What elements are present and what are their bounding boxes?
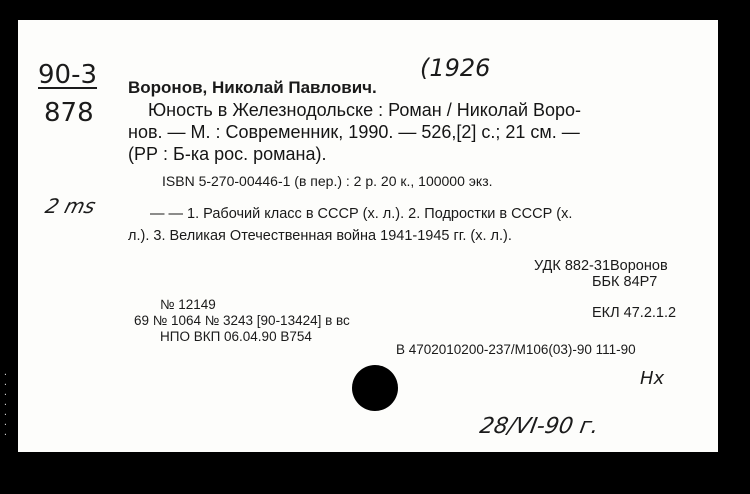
- title-line-3: (РР : Б-ка рос. романа).: [128, 144, 327, 164]
- handwritten-initials: Нх: [640, 368, 665, 389]
- handwritten-birth-year: (1926: [420, 54, 491, 82]
- ekl-code: ЕКЛ 47.2.1.2: [592, 305, 677, 321]
- title-line-1: Юность в Железнодольске : Роман / Николай Воро-: [148, 100, 582, 120]
- handwritten-left-note: 2 ms: [42, 194, 99, 218]
- handwritten-date: 28/VI-90 г.: [477, 414, 601, 439]
- isbn-line: ISBN 5-270-00446-1 (в пер.) : 2 р. 20 к., 100000 экз.: [162, 173, 493, 189]
- npo-line: НПО ВКП 06.04.90 В754: [160, 329, 312, 344]
- subjects-line-2: л.). 3. Великая Отечественная война 1941-1945 гг. (х. л.).: [128, 228, 512, 244]
- punch-hole: [352, 365, 398, 411]
- bbk-code: ББК 84Р7: [592, 274, 658, 290]
- author-heading: Воронов, Николай Павлович.: [128, 78, 377, 97]
- shelf-mark-top: 90-3: [38, 60, 98, 90]
- card-number: № 12149: [160, 297, 216, 312]
- shelf-mark-bottom: 878: [44, 98, 94, 128]
- udk-code: УДК 882-31Воронов: [534, 258, 668, 274]
- title-line-2: нов. — М. : Современник, 1990. — 526,[2] с.; 21 см. —: [128, 122, 580, 142]
- bottom-code: В 4702010200-237/М106(03)-90 111-90: [396, 342, 636, 357]
- edge-marks: · · · · · · ·: [3, 370, 8, 439]
- subjects-line-1: — — 1. Рабочий класс в СССР (х. л.). 2. Подростки в СССР (х.: [150, 206, 573, 222]
- order-line: 69 № 1064 № 3243 [90-13424] в вс: [134, 313, 350, 328]
